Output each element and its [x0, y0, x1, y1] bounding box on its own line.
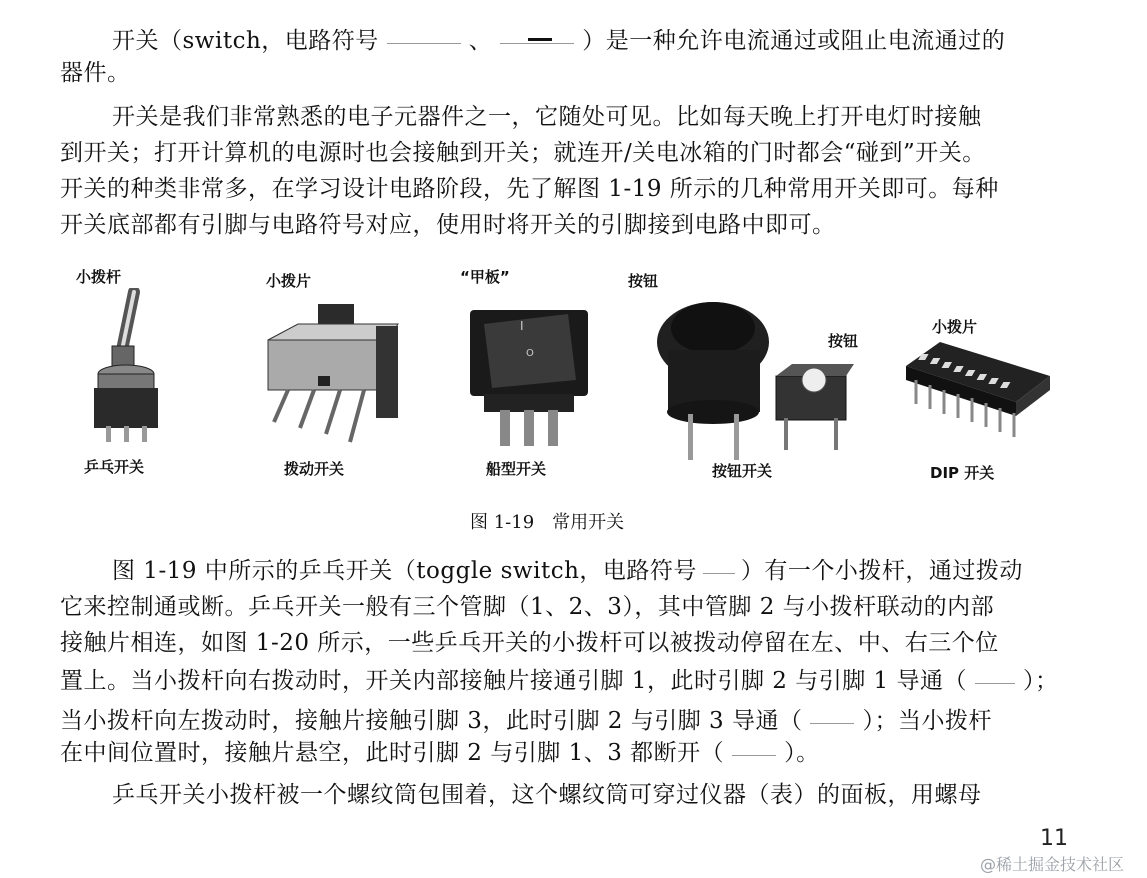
text: ）；当小拨杆: [862, 708, 992, 734]
paragraph-3-line-6: [60, 738, 820, 768]
label-rocker-plate: “甲板”: [460, 268, 510, 286]
push-button-small-image: [770, 356, 854, 456]
text: 开关（switch，电路符号: [112, 28, 379, 54]
text: ）；: [1022, 668, 1059, 694]
name-toggle-switch: 乒乓开关: [84, 458, 145, 476]
toggle-symbol: [701, 565, 737, 579]
name-push-switch: 按钮开关: [712, 462, 773, 480]
name-slide-switch: 拨动开关: [284, 460, 345, 478]
paragraph-3-line-4: [60, 666, 1058, 696]
name-dip-switch: DIP 开关: [930, 464, 995, 482]
paragraph-2-line-4: 开关底部都有引脚与电路符号对应，使用时将开关的引脚接到电路中即可。: [60, 212, 836, 238]
svg-text:I: I: [520, 319, 524, 333]
label-toggle-lever: 小拨杆: [76, 268, 122, 286]
label-button-small: 按钮: [828, 332, 859, 350]
text: 在中间位置时，接触片悬空，此时引脚 2 与引脚 1、3 都断开（: [60, 740, 725, 766]
figure-caption: 图 1-19 常用开关: [470, 512, 625, 533]
paragraph-3-line-1: [112, 556, 1023, 586]
page-number: 11: [1040, 826, 1068, 851]
text: 图 1-19 中所示的乒乓开关（toggle switch，电路符号: [112, 558, 697, 584]
svg-text:O: O: [526, 348, 534, 359]
toggle-symbol-left: [806, 715, 858, 729]
toggle-symbol-open: [728, 747, 780, 761]
switch-symbol-open: [383, 35, 465, 49]
name-rocker-switch: 船型开关: [486, 460, 547, 478]
text: ）是一种允许电流通过或阻止电流通过的: [582, 28, 1006, 54]
paragraph-4-line-1: 乒乓开关小拨杆被一个螺纹筒包围着，这个螺纹筒可穿过仪器（表）的面板，用螺母: [112, 782, 982, 808]
text: 置上。当小拨杆向右拨动时，开关内部接触片接通引脚 1，此时引脚 2 与引脚 1 导通（: [60, 668, 967, 694]
label-button-big: 按钮: [628, 272, 659, 290]
paragraph-2-line-3: 开关的种类非常多，在学习设计电路阶段，先了解图 1-19 所示的几种常用开关即可。每种: [60, 176, 999, 202]
rocker-switch-image: [464, 290, 594, 460]
push-button-large-image: [652, 290, 774, 466]
toggle-symbol-right: [971, 675, 1019, 689]
toggle-switch-image: [82, 288, 172, 448]
text: 、: [468, 28, 493, 54]
watermark: @稀土掘金技术社区: [980, 855, 1125, 874]
paragraph-3-line-3: 接触片相连，如图 1-20 所示，一些乒乓开关的小拨杆可以被拨动停留在左、中、右三个位: [60, 630, 999, 656]
label-slide-lever: 小拨片: [266, 272, 312, 290]
label-dip-lever: 小拨片: [932, 318, 978, 336]
paragraph-1-line-1: [112, 26, 1005, 56]
paragraph-2-line-2: 到开关；打开计算机的电源时也会接触到开关；就连开/关电冰箱的门时都会“碰到”开关。: [60, 140, 986, 166]
text: ）。: [784, 740, 820, 766]
switch-symbol-pushbutton: [496, 35, 578, 49]
paragraph-3-line-5: [60, 706, 992, 736]
slide-switch-image: [258, 296, 408, 456]
paragraph-1-line-2: 器件。: [60, 60, 131, 86]
paragraph-2-line-1: 开关是我们非常熟悉的电子元器件之一，它随处可见。比如每天晚上打开电灯时接触: [112, 104, 982, 130]
paragraph-3-line-2: 它来控制通或断。乒乓开关一般有三个管脚（1、2、3），其中管脚 2 与小拨杆联动的内部: [60, 594, 995, 620]
dip-switch-image: [902, 336, 1052, 456]
text: 当小拨杆向左拨动时，接触片接触引脚 3，此时引脚 2 与引脚 3 导通（: [60, 708, 803, 734]
text: ）有一个小拨杆，通过拨动: [740, 558, 1023, 584]
